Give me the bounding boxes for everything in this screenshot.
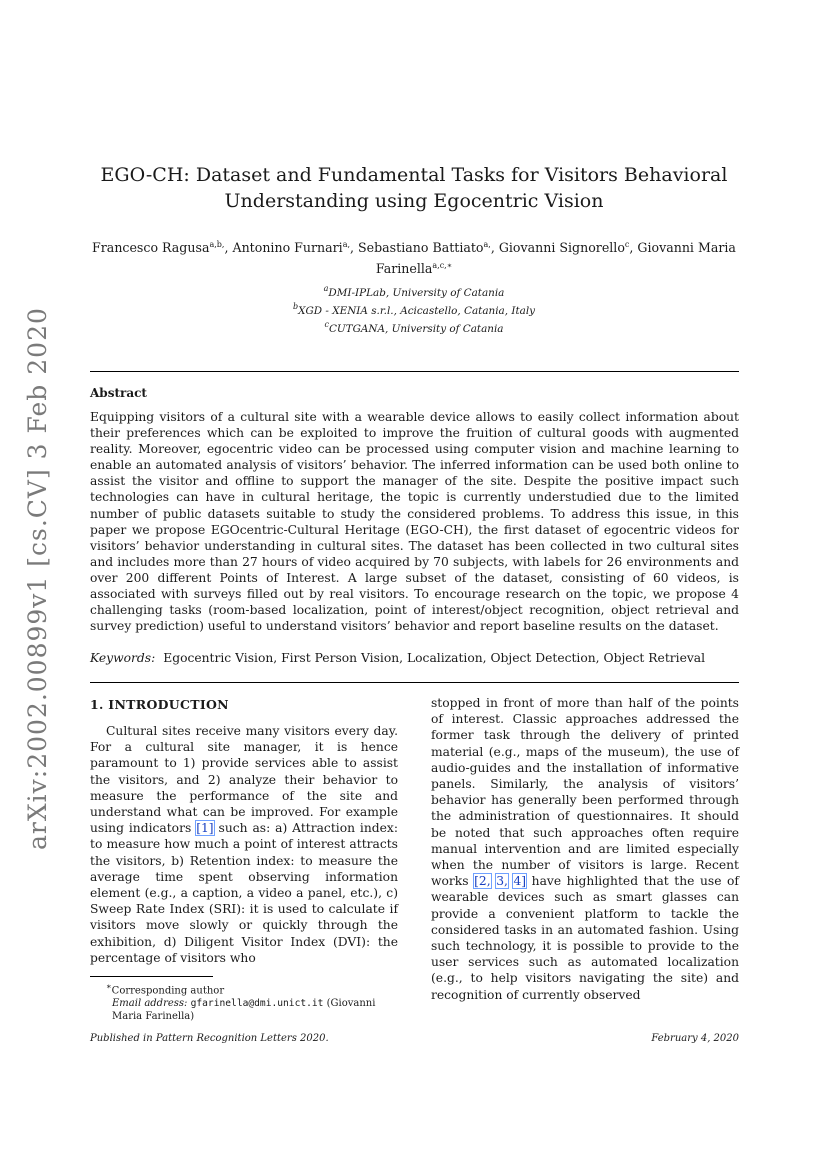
arxiv-identifier-stamp: arXiv:2002.00899v1 [cs.CV] 3 Feb 2020 (23, 307, 52, 850)
footnote (90, 980, 398, 1023)
citation-link-3[interactable]: 3, (496, 874, 508, 889)
footer-publication-note: Published in Pattern Recognition Letters 2020. (90, 1033, 329, 1044)
footnote-email-line: Email address: gfarinella@dmi.unict.it (Giovanni Maria Farinella) (112, 998, 376, 1023)
affiliation-list (90, 282, 738, 336)
author: Sebastiano Battiato$^{a,}$ (358, 240, 491, 255)
keywords-line (90, 650, 739, 666)
author: Francesco Ragusa$^{a,b,}$ (92, 240, 225, 255)
footer-date: February 4, 2020 (651, 1033, 739, 1044)
affiliation: $^a$DMI-IPLab, University of Catania (323, 284, 505, 299)
abstract-top-rule (90, 371, 739, 372)
citation-link-4[interactable]: 4] (513, 874, 527, 889)
email-address[interactable]: gfarinella@dmi.unict.it (190, 998, 324, 1010)
author: Giovanni Signorello$^c$ (498, 240, 630, 255)
author: Giovanni Maria Farinella$^{a,c,∗}$ (375, 240, 736, 276)
right-column-text: stopped in front of more than half of the points of interest. Classic approaches addressed the former task through the delivery of printed material (e.g., maps of the museum), the use of audio-guides and the installation of informative panels. Similarly, the analysis of visitors’ behavior has generally been performed through the administration of questionnaires. It should be noted that such approaches often require manual intervention and are limited especially when the number of visitors is large. Recent works [2, 3, 4] have highlighted that the use of wearable devices such as smart glasses can provide a convenient platform to tackle the considered tasks in an automated fashion. Using such technology, it is possible to provide to the user services such as automated localization (e.g., to help visitors navigating the site) and recognition of currently observed (431, 696, 739, 1002)
abstract-body: Equipping visitors of a cultural site with a wearable device allows to easily collect information about their preferences which can be exploited to improve the fruition of cultural goods with augmented reality. Moreover, egocentric video can be processed using computer vision and machine learning to enable an automated analysis of visitors’ behavior. The inferred information can be used both online to assist the visitor and offline to support the manager of the site. Despite the positive impact such technologies can have in cultural heritage, the topic is currently understudied due to the limited number of public datasets suitable to study the considered problems. To address this issue, in this paper we propose EGOcentric-Cultural Heritage (EGO-CH), the first dataset of egocentric videos for visitors’ behavior understanding in cultural sites. The dataset has been collected in two cultural sites and includes more than 27 hours of video acquired by 70 subjects, with labels for 26 environments and over 200 different Points of Interest. A large subset of the dataset, consisting of 60 videos, is associated with surveys filled out by real visitors. To encourage research on the topic, we propose 4 challenging tasks (room-based localization, point of interest/object recognition, object retrieval and survey prediction) useful to understand visitors’ behavior and report baseline results on the dataset. (90, 410, 739, 634)
citation-link-2[interactable]: [2, (474, 874, 491, 889)
footnote-corresponding: ∗Corresponding author (106, 981, 225, 997)
paper-title: EGO-CH: Dataset and Fundamental Tasks for Visitors Behavioral Understanding using Egocentric Vision (100, 164, 728, 212)
keywords-label: Keywords: (90, 651, 156, 665)
abstract-heading: Abstract (90, 386, 147, 400)
affiliation: $^c$CUTGANA, University of Catania (324, 320, 504, 335)
footnote-rule (90, 976, 213, 977)
affiliation: $^b$XGD - XENIA s.r.l., Acicastello, Catania, Italy (292, 302, 536, 317)
abstract-bottom-rule (90, 682, 739, 683)
left-column-text: Cultural sites receive many visitors every day. For a cultural site manager, it is hence paramount to 1) provide services able to assist the visitors, and 2) analyze their behavior to measure the performance of the site and understand what can be improved. For example using indicators [1] such as: a) Attraction index: to measure how much a point of interest attracts the visitors, b) Retention index: to measure the average time spent observing information element (e.g., a caption, a video a panel, etc.), c) Sweep Rate Index (SRI): it is used to calculate if visitors move slowly or quickly through the exhibition, d) Diligent Visitor Index (DVI): the percentage of visitors who (90, 724, 399, 965)
section-heading-introduction: 1. INTRODUCTION (90, 697, 229, 712)
keywords-text: Egocentric Vision, First Person Vision, Localization, Object Detection, Object Retrieval (163, 651, 706, 665)
citation-link-1[interactable]: [1] (196, 821, 214, 836)
author-list: Francesco Ragusa$^{a,b,}$, Antonino Furnari$^{a,}$, Sebastiano Battiato$^{a,}$, Giovanni Signorello$^c$, Giovanni Maria Farinella$^{a,c,∗}$ (92, 240, 736, 276)
author: Antonino Furnari$^{a,}$ (232, 240, 351, 255)
